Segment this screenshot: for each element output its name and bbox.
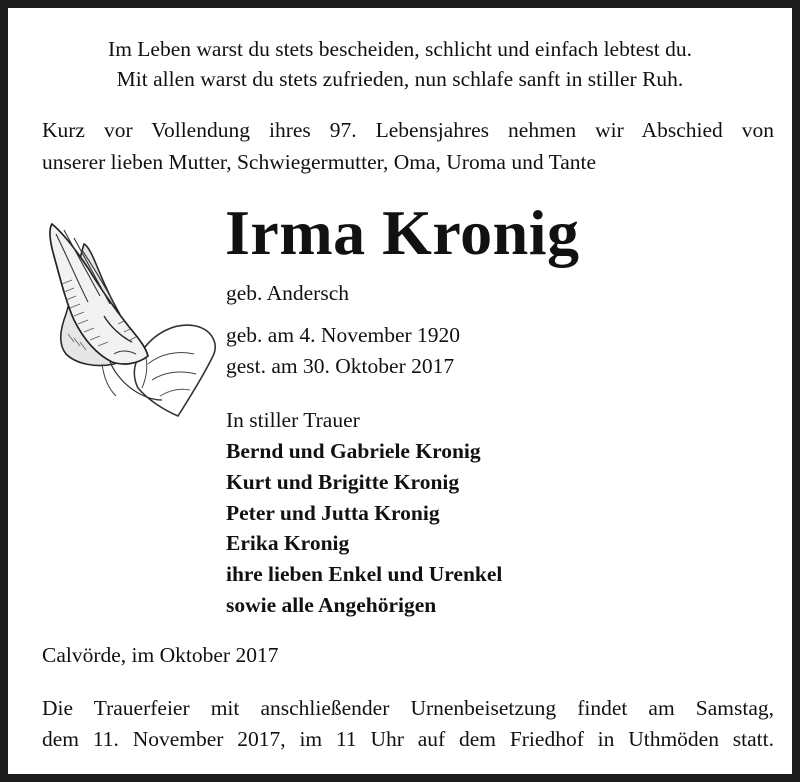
intro-line: Kurz vor Vollendung ihres 97. Lebensjahres nehmen wir Abschied von: [42, 118, 774, 142]
mourner-name: Bernd und Gabriele Kronig: [226, 439, 481, 463]
mourner-name: sowie alle Angehörigen: [226, 593, 437, 617]
poem-line: Im Leben warst du stets bescheiden, schlicht und einfach lebtest du.: [108, 37, 692, 61]
intro-text: [42, 114, 774, 178]
mourner-name: ihre lieben Enkel und Urenkel: [226, 562, 503, 586]
death-date: gest. am 30. Oktober 2017: [226, 354, 455, 378]
funeral-notice-line: dem 11. November 2017, im 11 Uhr auf dem Friedhof in Uthmöden statt.: [42, 727, 774, 751]
poem: [38, 34, 762, 94]
funeral-notice: [42, 693, 774, 755]
deceased-name: Irma Kronig: [225, 197, 580, 268]
mourner-name: Peter und Jutta Kronig: [226, 501, 440, 525]
mourner-name: Kurt und Brigitte Kronig: [226, 470, 460, 494]
funeral-notice-line: Die Trauerfeier mit anschließender Urnenbeisetzung findet am Samstag,: [42, 696, 774, 720]
praying-hands-icon: [44, 204, 220, 418]
place-date: Calvörde, im Oktober 2017: [42, 643, 279, 667]
maiden-name: geb. Andersch: [226, 281, 349, 305]
mourners-heading: In stiller Trauer: [226, 408, 360, 432]
intro-line: unserer lieben Mutter, Schwiegermutter, Oma, Uroma und Tante: [42, 150, 597, 174]
mourner-name: Erika Kronig: [226, 531, 350, 555]
poem-line: Mit allen warst du stets zufrieden, nun schlafe sanft in stiller Ruh.: [116, 67, 684, 91]
birth-date: geb. am 4. November 1920: [226, 323, 461, 347]
